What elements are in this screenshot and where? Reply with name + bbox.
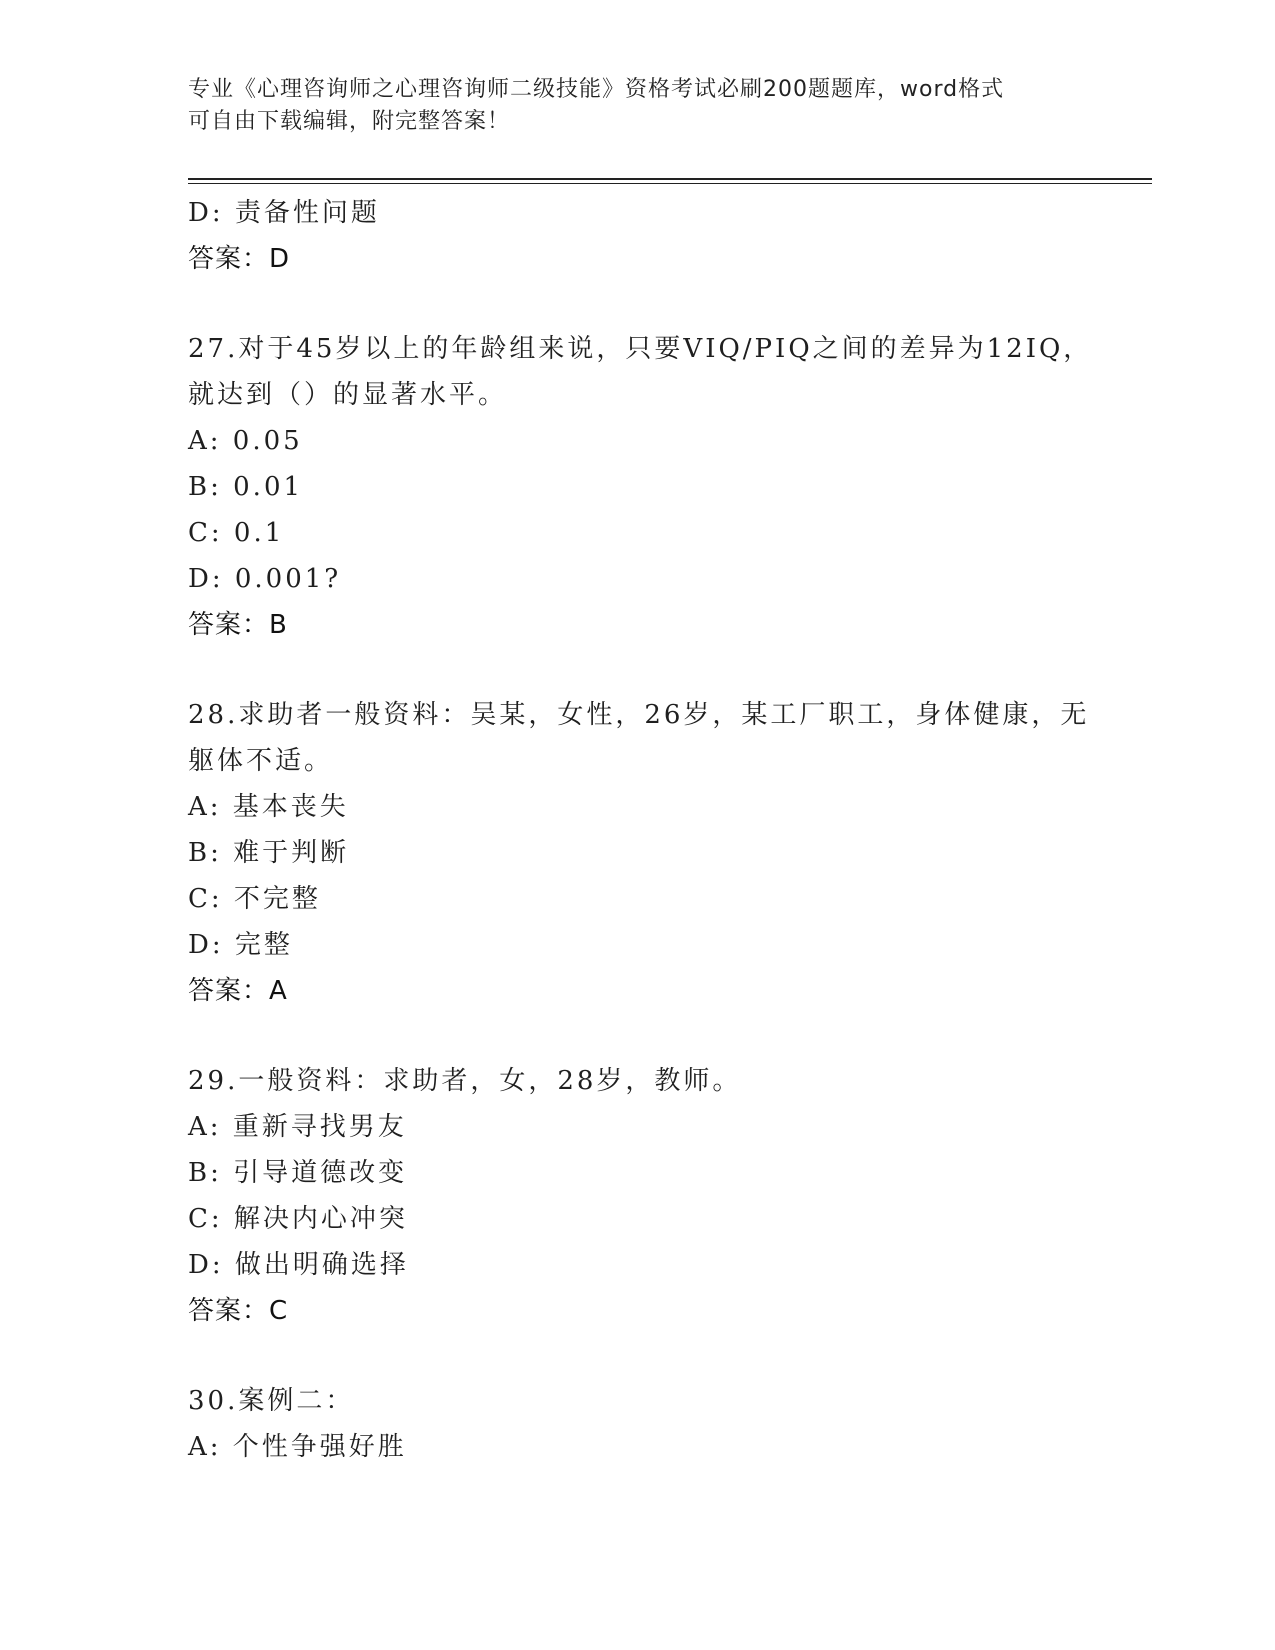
question-stem-line: 躯体不适。 (188, 746, 334, 776)
option-d: D: 完整 (188, 930, 293, 960)
answer-line: 答案：D (188, 244, 291, 274)
option-b: B: 引导道德改变 (188, 1158, 408, 1188)
document-header (188, 74, 1088, 138)
option-a: A: 个性争强好胜 (188, 1432, 407, 1462)
option-c: C: 不完整 (188, 884, 321, 914)
question-list (188, 190, 1108, 1470)
question-block (188, 1378, 1108, 1470)
question-block (188, 692, 1108, 1014)
question-stem-line: 29.一般资料：求助者，女，28岁，教师。 (188, 1066, 742, 1096)
answer-line: 答案：A (188, 976, 288, 1006)
question-stem-line: 30.案例二： (188, 1386, 355, 1416)
header-divider-thin (188, 183, 1152, 184)
header-line-1: 专业《心理咨询师之心理咨询师二级技能》资格考试必刷200题题库，word格式 (188, 77, 1005, 102)
header-divider-thick (188, 178, 1152, 180)
header-line-2: 可自由下载编辑，附完整答案！ (188, 109, 511, 134)
option-a: A: 基本丧失 (188, 792, 349, 822)
option-b: B: 难于判断 (188, 838, 350, 868)
question-stem-line: 28.求助者一般资料：吴某，女性，26岁，某工厂职工，身体健康，无 (188, 700, 1090, 730)
question-block (188, 326, 1108, 648)
option-a: A: 重新寻找男友 (188, 1112, 407, 1142)
answer-line: 答案：C (188, 1296, 289, 1326)
question-stem-line: 27.对于45岁以上的年龄组来说，只要VIQ/PIQ之间的差异为12IQ， (188, 334, 1093, 364)
answer-line: 答案：B (188, 610, 288, 640)
question-block (188, 1058, 1108, 1334)
option-d: D: 0.001? (188, 564, 342, 594)
question-stem-line: 就达到（）的显著水平。 (188, 380, 508, 410)
option-c: C: 解决内心冲突 (188, 1204, 408, 1234)
option-c: C: 0.1 (188, 518, 285, 548)
option-b: B: 0.01 (188, 472, 304, 502)
option-d: D: 责备性问题 (188, 198, 380, 228)
option-d: D: 做出明确选择 (188, 1250, 409, 1280)
question-block (188, 190, 1108, 282)
option-a: A: 0.05 (188, 426, 303, 456)
